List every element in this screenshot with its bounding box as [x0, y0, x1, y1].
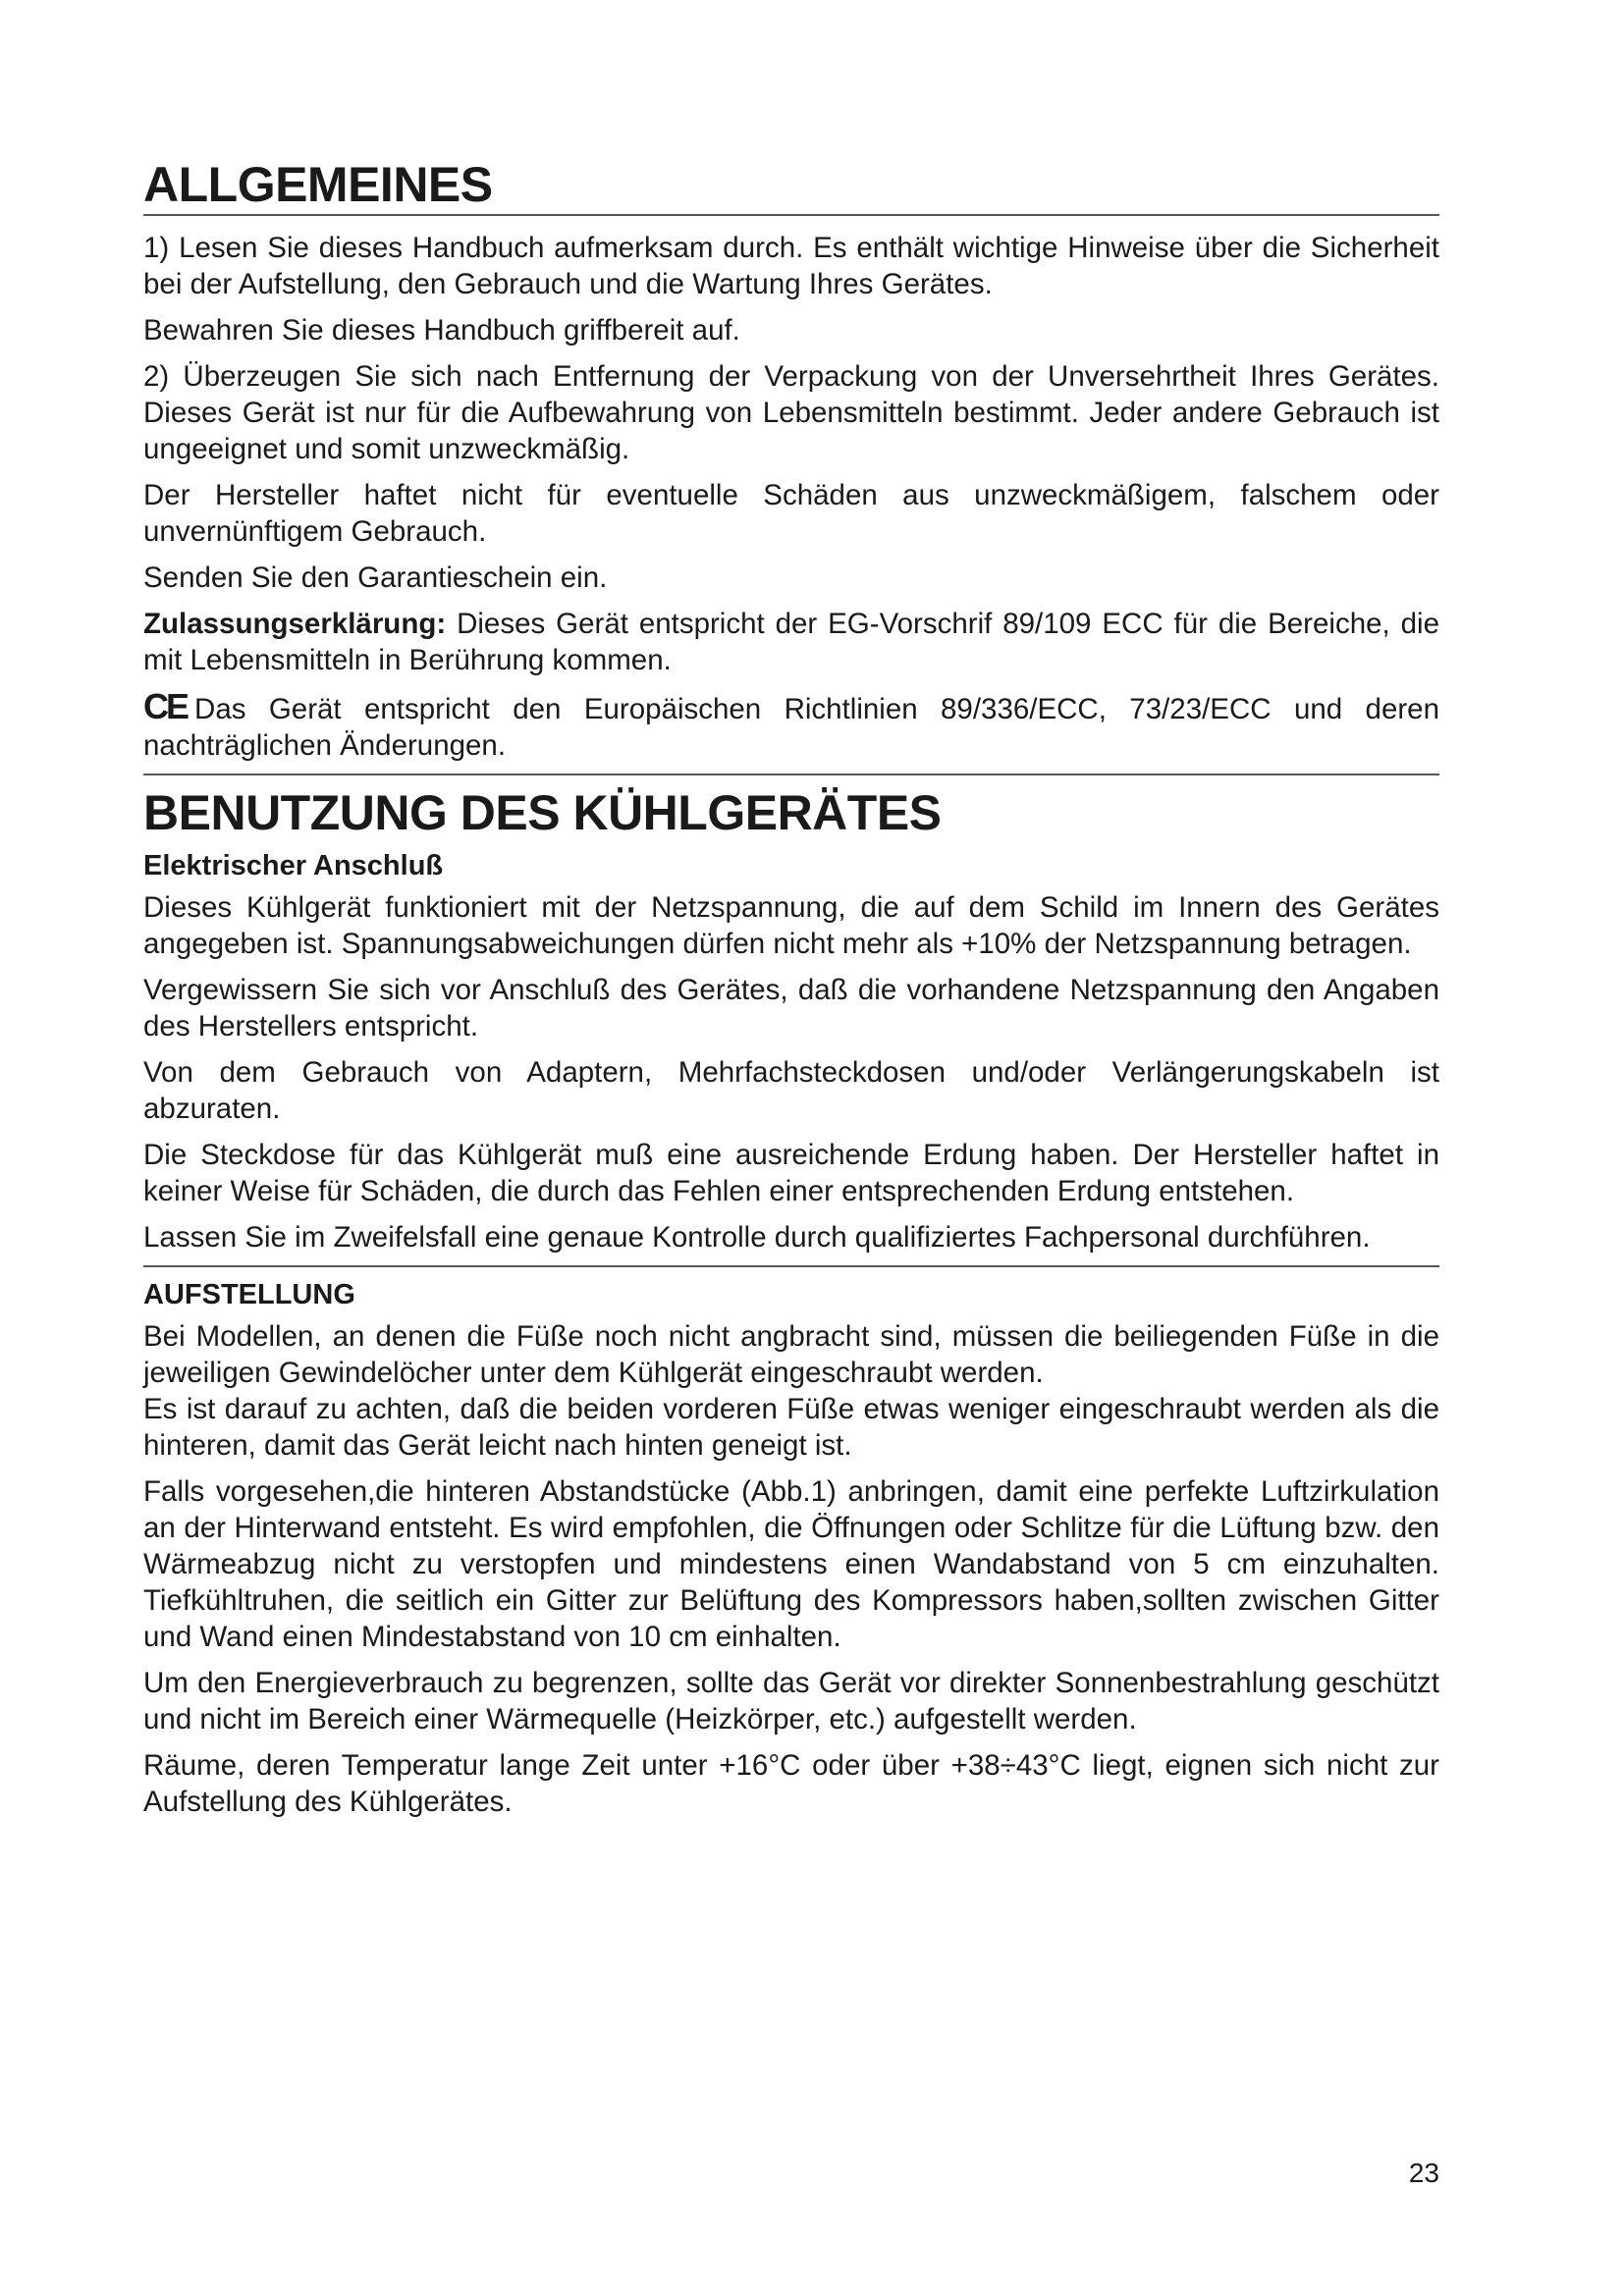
paragraph: Falls vorgesehen,die hinteren Abstandstücke (Abb.1) anbringen, damit eine perfekte Luftzirkulation an der Hinterwand entsteht. Es wird empfohlen, die Öffnungen oder Schlitze für die Lüftung bzw. den Wärmeabzug nicht zu verstopfen und mindestens einen Wandabstand von 5 cm einzuhalten. Tiefkühltruhen, die seitlich ein Gitter zur Belüftung des Kompressors haben,sollten zwischen Gitter und Wand einen Mindestabstand von 10 cm einhalten.: [143, 1475, 1439, 1653]
subsection-title-aufstellung: AUFSTELLUNG: [143, 1279, 355, 1310]
title-rule: [143, 214, 1439, 216]
paragraph: Senden Sie den Garantieschein ein.: [143, 561, 608, 594]
approval-text: Dieses Gerät entspricht der EG-Vorschrif 89/109 ECC für die Bereiche, die mit Lebensmitteln in Berührung kommen.: [143, 608, 1439, 676]
paragraph: Von dem Gebrauch von Adaptern, Mehrfachsteckdosen und/oder Verlängerungskabeln ist abzuraten.: [143, 1056, 1439, 1125]
paragraph: 2) Überzeugen Sie sich nach Entfernung der Verpackung von der Unversehrtheit Ihres Gerätes. Dieses Gerät ist nur für die Aufbewahrung von Lebensmitteln bestimmt. Jeder andere Gebrauch ist ungeeignet und somit unzweckmäßig.: [143, 360, 1439, 465]
document-page: [143, 157, 1439, 1830]
section-divider: [143, 774, 1439, 775]
page-number: 23: [1408, 2158, 1439, 2188]
paragraph: Bewahren Sie dieses Handbuch griffbereit auf.: [143, 314, 740, 347]
section-title-allgemeines: ALLGEMEINES: [143, 157, 493, 212]
paragraph: Lassen Sie im Zweifelsfall eine genaue Kontrolle durch qualifiziertes Fachpersonal durchführen.: [143, 1221, 1371, 1254]
paragraph: Die Steckdose für das Kühlgerät muß eine ausreichende Erdung haben. Der Hersteller haftet in keiner Weise für Schäden, die durch das Fehlen einer entsprechenden Erdung entstehen.: [143, 1139, 1439, 1207]
paragraph: Räume, deren Temperatur lange Zeit unter +16°C oder über +38÷43°C liegt, eignen sich nicht zur Aufstellung des Kühlgerätes.: [143, 1749, 1439, 1818]
paragraph: Es ist darauf zu achten, daß die beiden vorderen Füße etwas weniger eingeschraubt werden als die hinteren, damit das Gerät leicht nach hinten geneigt ist.: [143, 1393, 1439, 1462]
paragraph: Bei Modellen, an denen die Füße noch nicht angbracht sind, müssen die beiliegenden Füße in die jeweiligen Gewindelöcher unter dem Kühlgerät eingeschraubt werden.: [143, 1320, 1439, 1389]
approval-paragraph: [143, 606, 1439, 678]
section-divider: [143, 1265, 1439, 1267]
ce-text: Das Gerät entspricht den Europäischen Richtlinien 89/336/ECC, 73/23/ECC und deren nachträglichen Änderungen.: [143, 693, 1439, 762]
ce-paragraph: [143, 688, 1439, 764]
paragraph: Der Hersteller haftet nicht für eventuelle Schäden aus unzweckmäßigem, falschem oder unvernünftigem Gebrauch.: [143, 479, 1439, 548]
approval-label: Zulassungserklärung:: [143, 608, 447, 640]
paragraph: Um den Energieverbrauch zu begrenzen, sollte das Gerät vor direkter Sonnenbestrahlung geschützt und nicht im Bereich einer Wärmequelle (Heizkörper, etc.) aufgestellt werden.: [143, 1667, 1439, 1735]
paragraph: Dieses Kühlgerät funktioniert mit der Netzspannung, die auf dem Schild im Innern des Gerätes angegeben ist. Spannungsabweichungen dürfen nicht mehr als +10% der Netzspannung betragen.: [143, 891, 1439, 960]
ce-mark-icon: CE: [143, 686, 188, 726]
paragraph: Vergewissern Sie sich vor Anschluß des Gerätes, daß die vorhandene Netzspannung den Angaben des Herstellers entspricht.: [143, 974, 1439, 1042]
section-title-benutzung: BENUTZUNG DES KÜHLGERÄTES: [143, 785, 942, 840]
paragraph: 1) Lesen Sie dieses Handbuch aufmerksam durch. Es enthält wichtige Hinweise über die Sicherheit bei der Aufstellung, den Gebrauch und die Wartung Ihres Gerätes.: [143, 232, 1439, 300]
subsection-title-anschluss: Elektrischer Anschluß: [143, 850, 444, 881]
